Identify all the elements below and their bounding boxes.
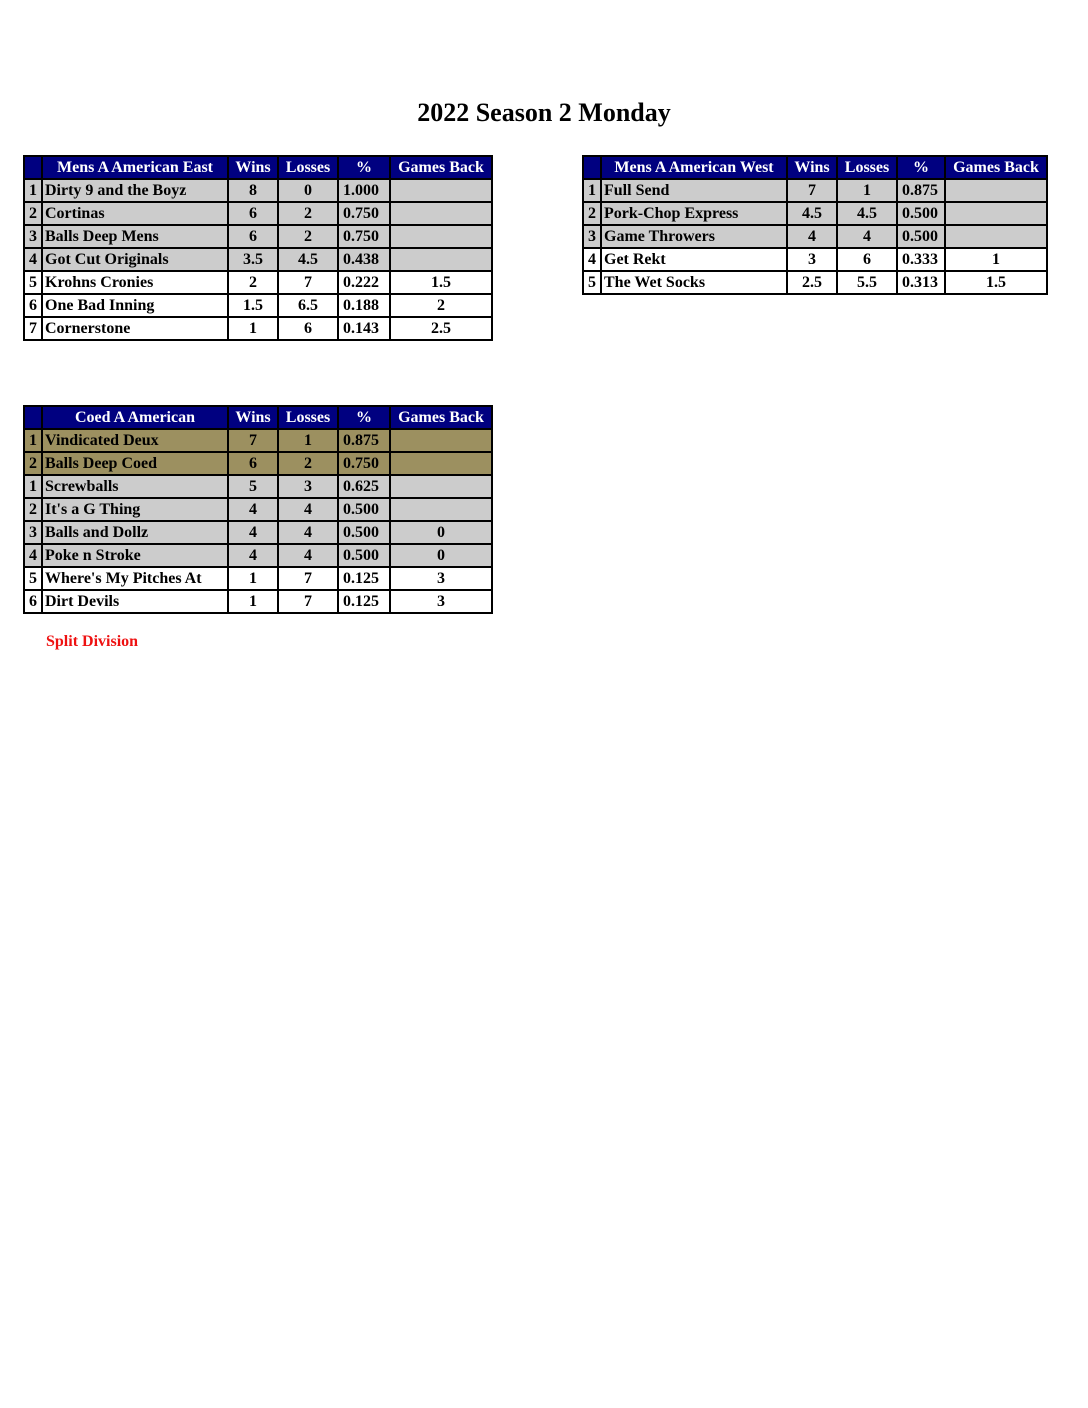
losses-cell: 2 xyxy=(278,202,338,225)
pct-cell: 0.500 xyxy=(897,202,945,225)
pct-column-header: % xyxy=(338,406,390,429)
wins-cell: 1 xyxy=(228,567,278,590)
rank-cell: 2 xyxy=(24,452,42,475)
wins-column-header: Wins xyxy=(228,156,278,179)
wins-cell: 7 xyxy=(787,179,837,202)
team-name-cell: Game Throwers xyxy=(601,225,787,248)
wins-cell: 6 xyxy=(228,225,278,248)
table-row xyxy=(24,317,492,340)
team-name-cell: Cornerstone xyxy=(42,317,228,340)
standings-table-coed xyxy=(23,405,493,614)
games-back-cell: 2 xyxy=(390,294,492,317)
team-name-cell: It's a G Thing xyxy=(42,498,228,521)
pct-cell: 0.750 xyxy=(338,452,390,475)
losses-cell: 6 xyxy=(278,317,338,340)
split-division-note: Split Division xyxy=(46,633,139,650)
games-back-cell: 3 xyxy=(390,567,492,590)
rank-cell: 5 xyxy=(24,271,42,294)
pct-cell: 0.750 xyxy=(338,202,390,225)
pct-cell: 0.500 xyxy=(338,521,390,544)
rank-cell: 3 xyxy=(24,521,42,544)
losses-cell: 2 xyxy=(278,225,338,248)
losses-cell: 5.5 xyxy=(837,271,897,294)
games-back-column-header: Games Back xyxy=(390,156,492,179)
games-back-cell: 2.5 xyxy=(390,317,492,340)
team-name-cell: Balls and Dollz xyxy=(42,521,228,544)
rank-cell: 5 xyxy=(583,271,601,294)
pct-cell: 0.188 xyxy=(338,294,390,317)
losses-cell: 4 xyxy=(837,225,897,248)
rank-column-header xyxy=(583,156,601,179)
rank-cell: 1 xyxy=(24,429,42,452)
pct-cell: 1.000 xyxy=(338,179,390,202)
wins-cell: 4 xyxy=(787,225,837,248)
losses-column-header: Losses xyxy=(278,406,338,429)
wins-cell: 3 xyxy=(787,248,837,271)
pct-cell: 0.875 xyxy=(338,429,390,452)
rank-cell: 5 xyxy=(24,567,42,590)
games-back-cell: 1.5 xyxy=(390,271,492,294)
wins-cell: 8 xyxy=(228,179,278,202)
wins-cell: 3.5 xyxy=(228,248,278,271)
table-header-row xyxy=(583,156,1047,179)
wins-cell: 2.5 xyxy=(787,271,837,294)
rank-cell: 4 xyxy=(583,248,601,271)
pct-cell: 0.125 xyxy=(338,567,390,590)
games-back-cell xyxy=(390,475,492,498)
games-back-cell xyxy=(390,202,492,225)
standings-table-mens-east xyxy=(23,155,493,341)
losses-cell: 7 xyxy=(278,271,338,294)
table-row xyxy=(24,544,492,567)
table-row xyxy=(24,294,492,317)
wins-cell: 2 xyxy=(228,271,278,294)
pct-cell: 0.750 xyxy=(338,225,390,248)
division-header: Mens A American West xyxy=(601,156,787,179)
pct-cell: 0.125 xyxy=(338,590,390,613)
losses-cell: 4 xyxy=(278,498,338,521)
rank-column-header xyxy=(24,156,42,179)
losses-cell: 1 xyxy=(837,179,897,202)
pct-cell: 0.625 xyxy=(338,475,390,498)
rank-cell: 4 xyxy=(24,248,42,271)
games-back-cell xyxy=(390,452,492,475)
wins-cell: 4 xyxy=(228,544,278,567)
team-name-cell: Balls Deep Mens xyxy=(42,225,228,248)
team-name-cell: Got Cut Originals xyxy=(42,248,228,271)
table-row xyxy=(24,590,492,613)
table-row xyxy=(583,202,1047,225)
wins-column-header: Wins xyxy=(787,156,837,179)
games-back-column-header: Games Back xyxy=(390,406,492,429)
table-row xyxy=(24,567,492,590)
table-row xyxy=(24,202,492,225)
games-back-cell xyxy=(945,202,1047,225)
table-row xyxy=(24,498,492,521)
wins-cell: 6 xyxy=(228,452,278,475)
team-name-cell: The Wet Socks xyxy=(601,271,787,294)
team-name-cell: Vindicated Deux xyxy=(42,429,228,452)
wins-cell: 4.5 xyxy=(787,202,837,225)
games-back-cell: 3 xyxy=(390,590,492,613)
table-row xyxy=(583,179,1047,202)
division-header: Mens A American East xyxy=(42,156,228,179)
standings-table-mens-west xyxy=(582,155,1048,295)
rank-cell: 6 xyxy=(24,294,42,317)
team-name-cell: Full Send xyxy=(601,179,787,202)
division-header: Coed A American xyxy=(42,406,228,429)
losses-cell: 7 xyxy=(278,590,338,613)
pct-column-header: % xyxy=(897,156,945,179)
table-row xyxy=(583,271,1047,294)
table-row xyxy=(24,248,492,271)
team-name-cell: Screwballs xyxy=(42,475,228,498)
games-back-cell: 0 xyxy=(390,544,492,567)
pct-cell: 0.438 xyxy=(338,248,390,271)
losses-column-header: Losses xyxy=(837,156,897,179)
pct-column-header: % xyxy=(338,156,390,179)
rank-cell: 4 xyxy=(24,544,42,567)
wins-cell: 1 xyxy=(228,590,278,613)
pct-cell: 0.143 xyxy=(338,317,390,340)
games-back-cell: 0 xyxy=(390,521,492,544)
losses-column-header: Losses xyxy=(278,156,338,179)
table-row xyxy=(24,452,492,475)
team-name-cell: Cortinas xyxy=(42,202,228,225)
team-name-cell: Dirty 9 and the Boyz xyxy=(42,179,228,202)
team-name-cell: One Bad Inning xyxy=(42,294,228,317)
pct-cell: 0.500 xyxy=(897,225,945,248)
wins-cell: 1.5 xyxy=(228,294,278,317)
losses-cell: 4 xyxy=(278,544,338,567)
games-back-cell xyxy=(945,179,1047,202)
wins-cell: 6 xyxy=(228,202,278,225)
games-back-cell xyxy=(390,179,492,202)
games-back-cell xyxy=(390,429,492,452)
wins-cell: 4 xyxy=(228,521,278,544)
rank-column-header xyxy=(24,406,42,429)
wins-cell: 1 xyxy=(228,317,278,340)
losses-cell: 3 xyxy=(278,475,338,498)
table-header-row xyxy=(24,156,492,179)
games-back-cell xyxy=(390,498,492,521)
team-name-cell: Poke n Stroke xyxy=(42,544,228,567)
table-row xyxy=(583,248,1047,271)
losses-cell: 7 xyxy=(278,567,338,590)
team-name-cell: Get Rekt xyxy=(601,248,787,271)
games-back-cell: 1 xyxy=(945,248,1047,271)
page-title: 2022 Season 2 Monday xyxy=(417,98,671,127)
pct-cell: 0.500 xyxy=(338,498,390,521)
losses-cell: 4 xyxy=(278,521,338,544)
losses-cell: 2 xyxy=(278,452,338,475)
table-row xyxy=(24,179,492,202)
games-back-cell xyxy=(945,225,1047,248)
pct-cell: 0.313 xyxy=(897,271,945,294)
losses-cell: 6 xyxy=(837,248,897,271)
wins-column-header: Wins xyxy=(228,406,278,429)
team-name-cell: Where's My Pitches At xyxy=(42,567,228,590)
losses-cell: 1 xyxy=(278,429,338,452)
team-name-cell: Krohns Cronies xyxy=(42,271,228,294)
losses-cell: 4.5 xyxy=(278,248,338,271)
table-row xyxy=(24,225,492,248)
team-name-cell: Balls Deep Coed xyxy=(42,452,228,475)
rank-cell: 1 xyxy=(583,179,601,202)
wins-cell: 4 xyxy=(228,498,278,521)
losses-cell: 4.5 xyxy=(837,202,897,225)
rank-cell: 3 xyxy=(583,225,601,248)
team-name-cell: Pork-Chop Express xyxy=(601,202,787,225)
table-row xyxy=(24,475,492,498)
rank-cell: 7 xyxy=(24,317,42,340)
table-row xyxy=(583,225,1047,248)
wins-cell: 7 xyxy=(228,429,278,452)
rank-cell: 2 xyxy=(24,498,42,521)
rank-cell: 1 xyxy=(24,475,42,498)
games-back-cell xyxy=(390,248,492,271)
table-row xyxy=(24,429,492,452)
games-back-column-header: Games Back xyxy=(945,156,1047,179)
wins-cell: 5 xyxy=(228,475,278,498)
pct-cell: 0.222 xyxy=(338,271,390,294)
rank-cell: 2 xyxy=(583,202,601,225)
rank-cell: 3 xyxy=(24,225,42,248)
pct-cell: 0.500 xyxy=(338,544,390,567)
losses-cell: 0 xyxy=(278,179,338,202)
games-back-cell xyxy=(390,225,492,248)
table-row xyxy=(24,521,492,544)
team-name-cell: Dirt Devils xyxy=(42,590,228,613)
rank-cell: 1 xyxy=(24,179,42,202)
pct-cell: 0.333 xyxy=(897,248,945,271)
losses-cell: 6.5 xyxy=(278,294,338,317)
table-row xyxy=(24,271,492,294)
rank-cell: 6 xyxy=(24,590,42,613)
table-header-row xyxy=(24,406,492,429)
rank-cell: 2 xyxy=(24,202,42,225)
pct-cell: 0.875 xyxy=(897,179,945,202)
games-back-cell: 1.5 xyxy=(945,271,1047,294)
